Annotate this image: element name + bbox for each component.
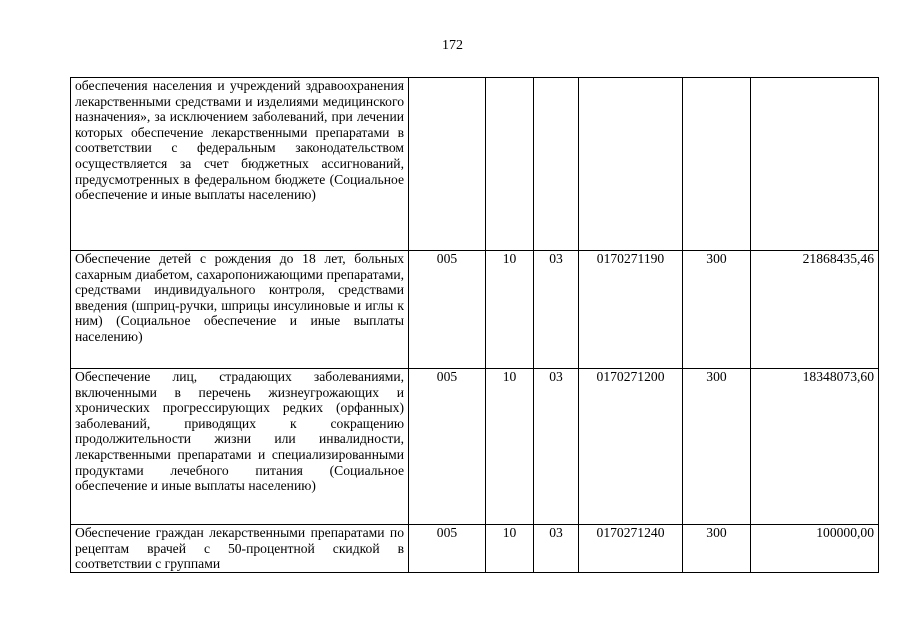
subsection-code-cell: 03 [534, 369, 579, 525]
ministry-code-cell [409, 78, 486, 251]
table-row [71, 525, 879, 573]
subsection-code-cell: 03 [534, 525, 579, 573]
table-row [71, 78, 879, 251]
section-code-cell [486, 78, 534, 251]
subsection-code-cell: 03 [534, 251, 579, 369]
page-number: 172 [442, 38, 463, 53]
section-code-cell: 10 [486, 251, 534, 369]
expense-type-cell: 300 [683, 251, 751, 369]
ministry-code-cell: 005 [409, 525, 486, 573]
expense-type-cell: 300 [683, 525, 751, 573]
amount-cell: 100000,00 [751, 525, 879, 573]
subsection-code-cell [534, 78, 579, 251]
table-row [71, 251, 879, 369]
target-article-cell: 0170271190 [579, 251, 683, 369]
row-description: обеспечения населения и учреждений здравоохранения лекарственными средствами и изделиями медицинского назначения», за исключением заболеваний, при лечении которых обеспечение лекарственными препаратами в соответствии с федеральным законодательством осуществляется за счет бюджетных ассигнований, предусмотренных в федеральном бюджете (Социальное обеспечение и иные выплаты населению) [71, 78, 409, 251]
expense-type-cell: 300 [683, 369, 751, 525]
row-description: Обеспечение детей с рождения до 18 лет, больных сахарным диабетом, сахаропонижающими препаратами, средствами индивидуального контроля, средствами введения (шприц-ручки, шприцы инсулиновые и иглы к ним) (Социальное обеспечение и иные выплаты населению) [71, 251, 409, 369]
target-article-cell: 0170271240 [579, 525, 683, 573]
budget-table [70, 77, 879, 573]
row-description-cell [71, 525, 409, 573]
target-article-cell [579, 78, 683, 251]
amount-cell [751, 78, 879, 251]
section-code-cell: 10 [486, 369, 534, 525]
row-description: Обеспечение лиц, страдающих заболеваниями, включенными в перечень жизнеугрожающих и хронических прогрессирующих редких (орфанных) заболеваний, приводящих к сокращению продолжительности жизни или инвалидности, лекарственными препаратами и специализированными продуктами лечебного питания (Социальное обеспечение и иные выплаты населению) [71, 369, 409, 525]
amount-cell: 18348073,60 [751, 369, 879, 525]
table-row [71, 369, 879, 525]
section-code-cell: 10 [486, 525, 534, 573]
ministry-code-cell: 005 [409, 251, 486, 369]
target-article-cell: 0170271200 [579, 369, 683, 525]
amount-cell: 21868435,46 [751, 251, 879, 369]
ministry-code-cell: 005 [409, 369, 486, 525]
row-description: Обеспечение граждан лекарственными препаратами по рецептам врачей с 50-процентной скидкой в соответствии с группами [75, 525, 404, 572]
expense-type-cell [683, 78, 751, 251]
